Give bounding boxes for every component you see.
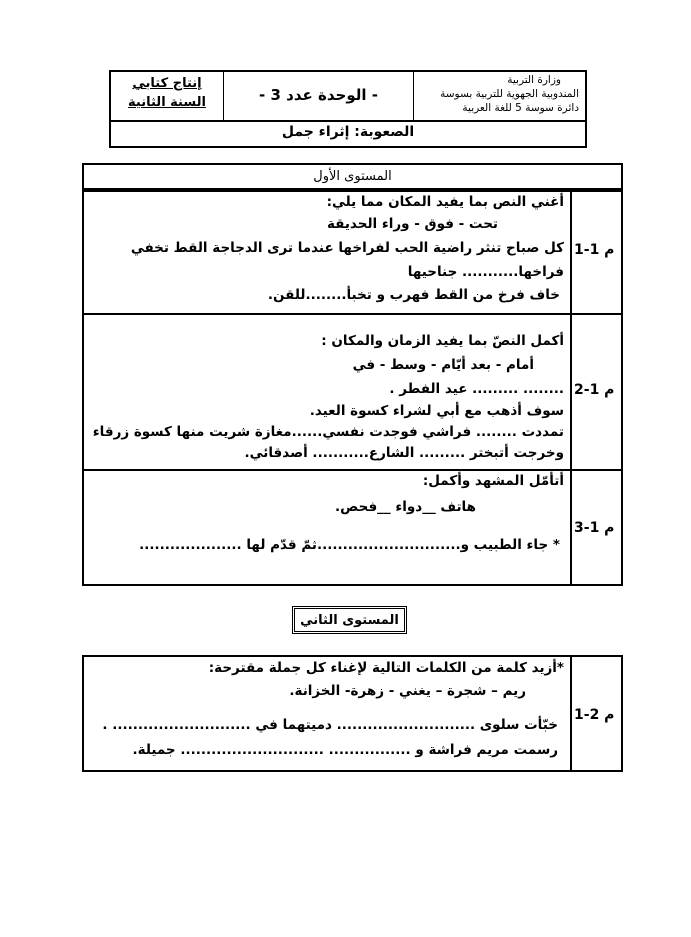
- exercise-content: [88, 315, 566, 468]
- exercise-number: م 1-3: [574, 520, 615, 536]
- ministry-name: وزارة التربية: [507, 74, 561, 86]
- instruction-line: أتأمّل المشهد وأكمل:: [422, 473, 564, 489]
- exercise-number: م 1-2: [574, 382, 615, 398]
- difficulty-row: [111, 124, 585, 140]
- exercise-number: م 2-1: [574, 707, 615, 723]
- subject-cell: [111, 74, 223, 112]
- exercise-number: م 1-1: [574, 242, 615, 258]
- instruction-line: أكمل النصّ بما يفيد الزمان والمكان :: [321, 333, 564, 349]
- text-line: فراخها........... جناحيها: [407, 264, 564, 280]
- exercise-content: [88, 657, 566, 770]
- word-bank: أمام - بعد أيّام - وسط - في: [352, 357, 534, 373]
- word-bank: تحت - فوق - وراء الحديقة: [326, 216, 498, 232]
- text-line: ........ ......... عيد الفطر .: [389, 381, 564, 397]
- text-line: وخرجت أتبختر ......... الشارع........... أصدقائي.: [244, 445, 564, 461]
- subject-title: إنتاج كتابي: [132, 76, 202, 91]
- level2-table: [82, 655, 623, 772]
- level2-title-box: [292, 606, 407, 634]
- text-line: سوف أذهب مع أبي لشراء كسوة العيد.: [309, 403, 564, 419]
- ministry-cell: [414, 73, 579, 115]
- subject-grade: السنة الثانية: [128, 95, 206, 110]
- level1-title-bar: [82, 163, 623, 190]
- text-line: خبّأت سلوى ........................... دميتهما في ........................... .: [102, 717, 558, 733]
- text-line: تمددت ........ فراشي فوجدت نفسي......مغازة شريت منها كسوة زرقاء: [92, 424, 564, 440]
- number-column-divider: [570, 657, 572, 770]
- instruction-line: أغني النص بما يفيد المكان مما يلي:: [326, 194, 564, 210]
- header-box: [109, 70, 587, 148]
- difficulty-label: الصعوبة: إثراء جمل: [281, 124, 415, 140]
- text-line: رسمت مريم فراشة و ................ ............................ جميلة.: [132, 742, 558, 758]
- exercise-content: [88, 192, 566, 312]
- district-name: دائرة سوسة 5 للغة العربية: [462, 102, 579, 114]
- regional-office: المندوبية الجهوية للتربية بسوسة: [440, 88, 579, 100]
- exercise-content: [88, 471, 566, 584]
- text-line: خاف فرخ من القط فهرب و تخبأ........للقن.: [267, 287, 560, 303]
- text-line: * جاء الطبيب و............................ثمّ قدّم لها ....................: [139, 537, 560, 553]
- unit-cell: [224, 86, 413, 104]
- word-bank: هاتف __دواء __فحص.: [335, 499, 476, 515]
- level1-title: المستوى الأول: [313, 169, 392, 184]
- word-bank: ريم – شجرة – يغني - زهرة- الخزانة.: [289, 683, 526, 699]
- unit-label: - الوحدة عدد 3 -: [259, 86, 378, 104]
- header-rule: [111, 120, 585, 122]
- instruction-line: *أزيد كلمة من الكلمات التالية لإغناء كل جملة مقترحة:: [208, 660, 564, 676]
- level1-table: [82, 190, 623, 586]
- number-column-divider: [570, 192, 572, 584]
- text-line: كل صباح تنثر راضية الحب لفراخها عندما ترى الدجاجة القط تخفي: [130, 240, 564, 256]
- level2-title: المستوى الثاني: [300, 613, 399, 628]
